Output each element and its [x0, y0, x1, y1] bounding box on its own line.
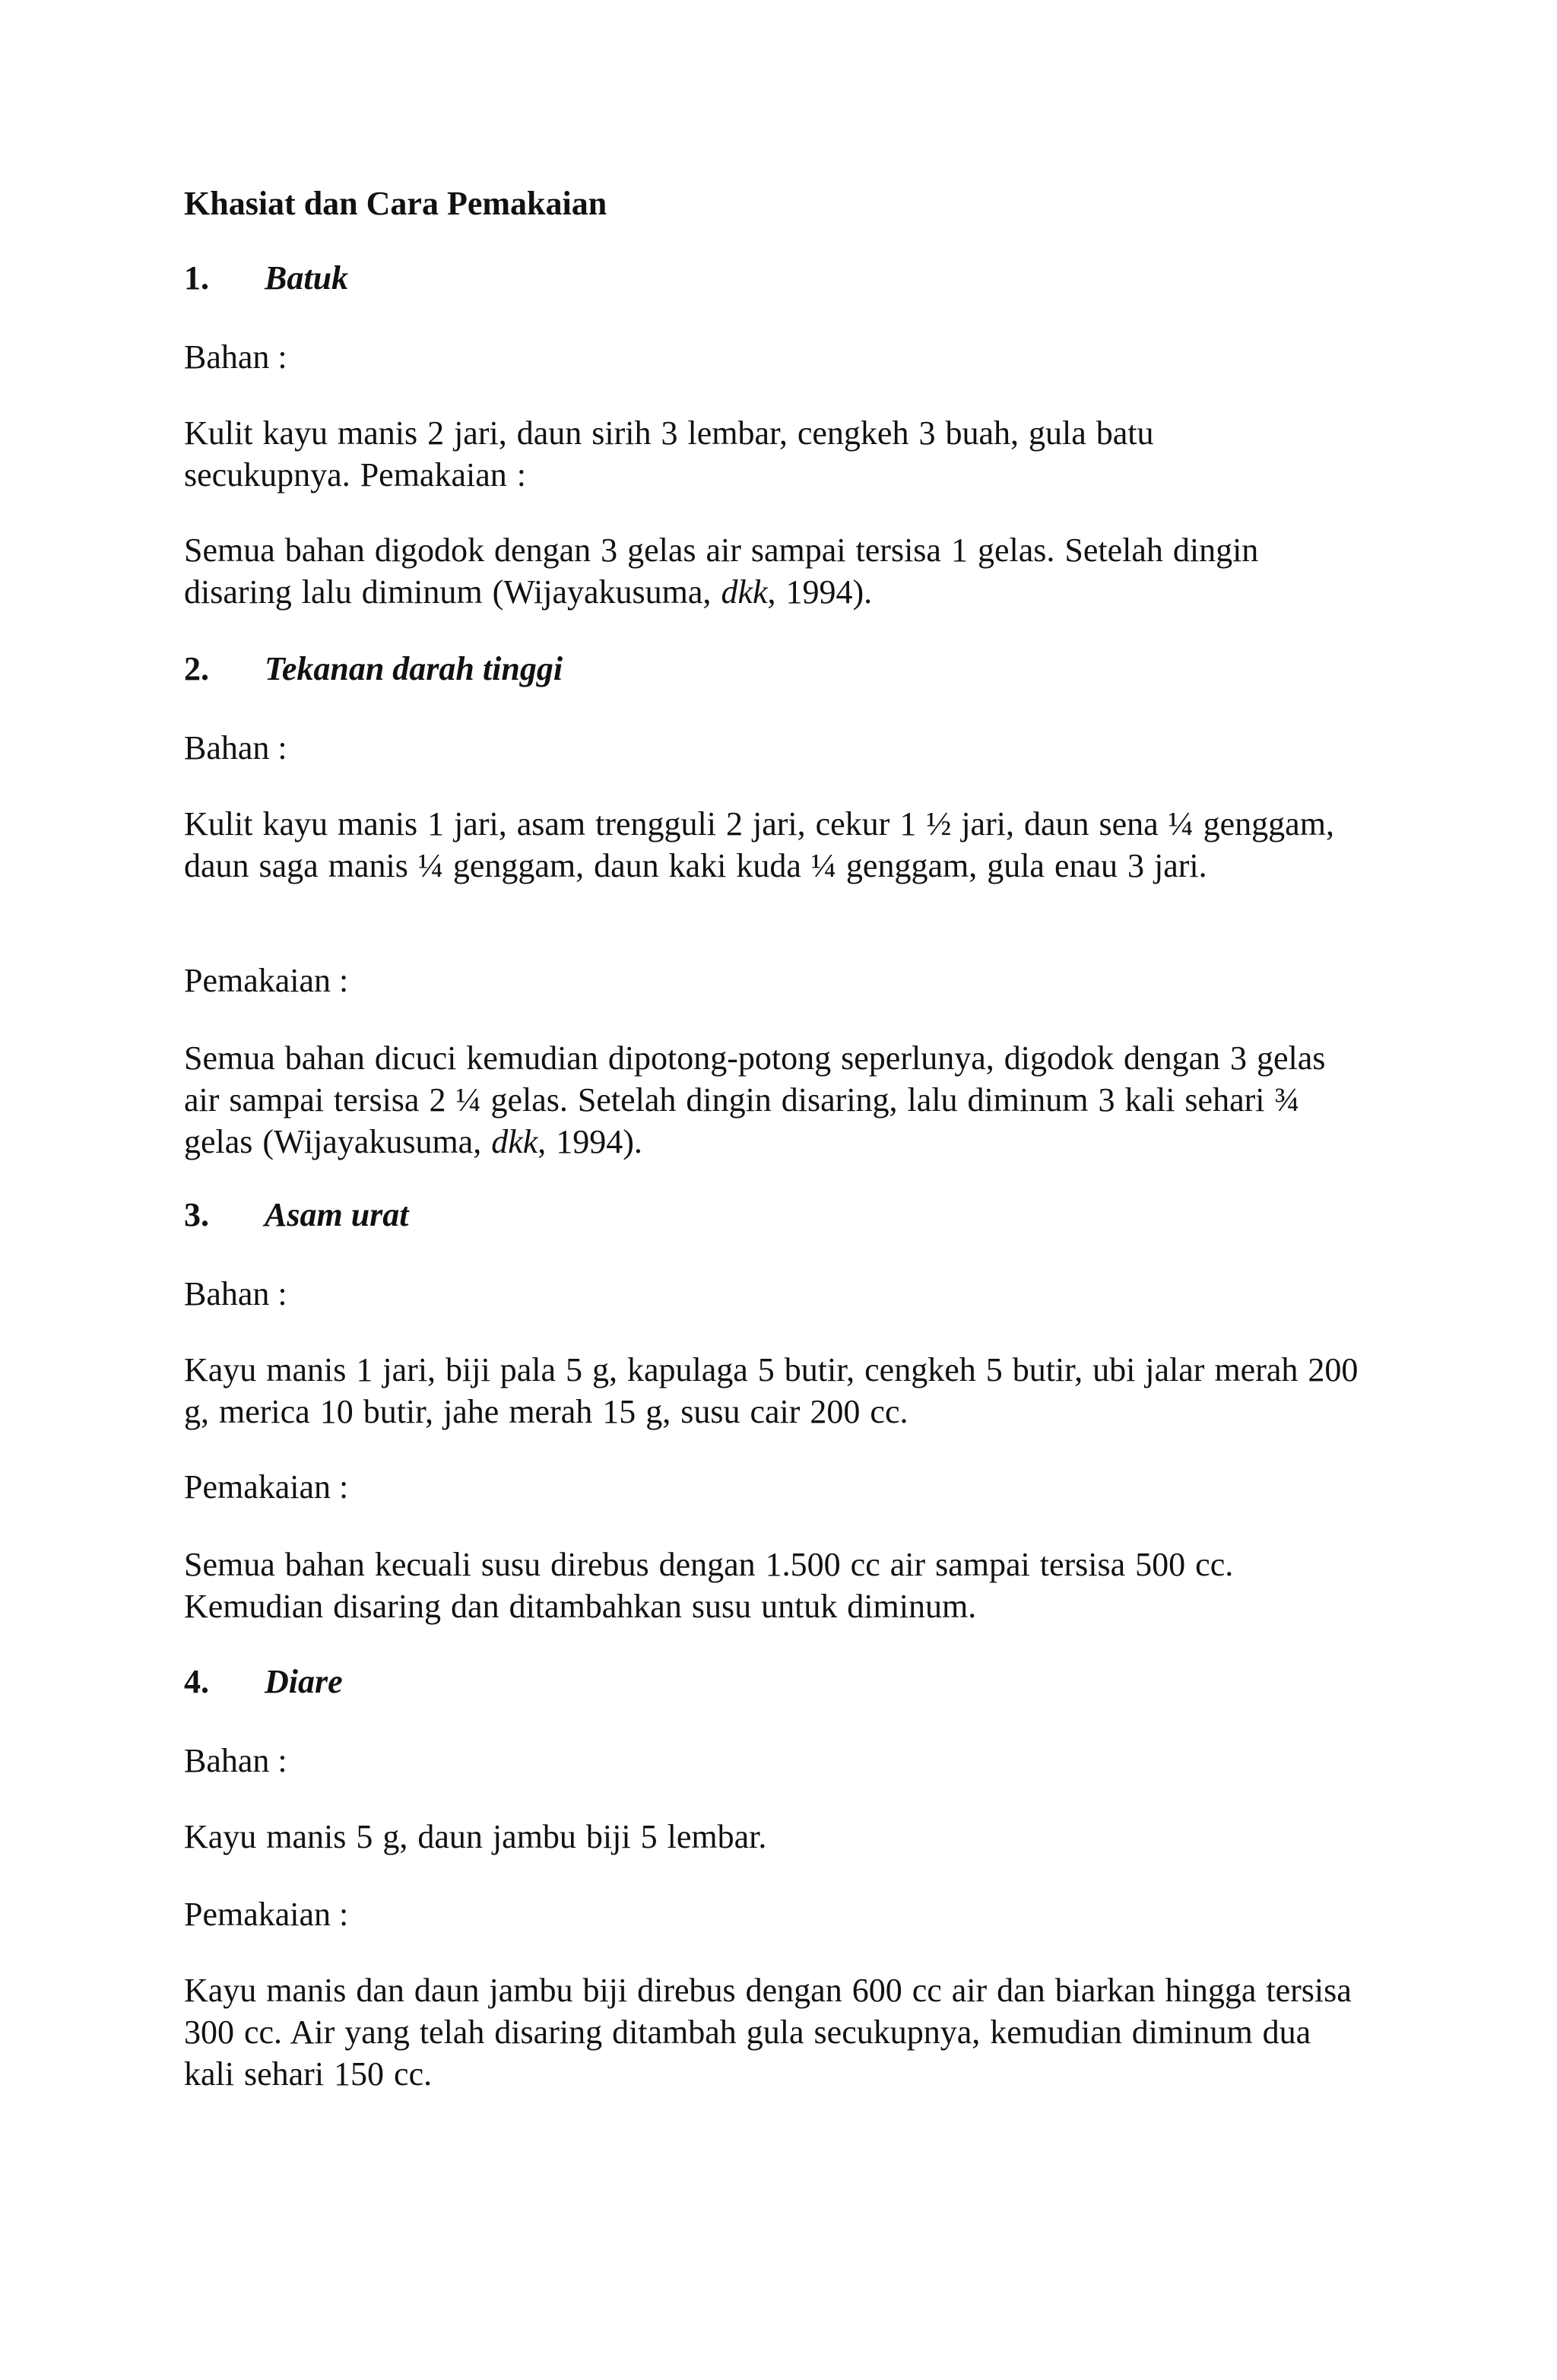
- page-title: Khasiat dan Cara Pemakaian: [184, 185, 607, 222]
- bahan-text-4: Kayu manis 5 g, daun jambu biji 5 lembar.: [184, 1818, 767, 1855]
- section-heading-3: [184, 1194, 1370, 1236]
- bahan-text-1: [184, 412, 1370, 496]
- bahan-label-4: Bahan :: [184, 1742, 287, 1779]
- pemakaian-label-2: Pemakaian :: [184, 962, 349, 999]
- bahan-text-2: Kulit kayu manis 1 jari, asam trengguli 2 jari, cekur 1 ½ jari, daun sena ¼ genggam, daun saga manis ¼ genggam, daun kaki kuda ¼ genggam, gula enau 3 jari.: [184, 805, 1334, 884]
- section-title-3: Asam urat: [265, 1196, 409, 1233]
- bahan-text-1-line2: secukupnya. Pemakaian :: [184, 456, 526, 493]
- section-number-2: 2.: [184, 650, 209, 687]
- usage-text-1: [184, 529, 1370, 613]
- section-title-2: Tekanan darah tinggi: [265, 650, 563, 687]
- section-number-3: 3.: [184, 1196, 209, 1233]
- usage-text-1-end: , 1994).: [767, 573, 873, 611]
- section-heading-1: [184, 257, 1370, 299]
- usage-text-1-italic: dkk: [721, 573, 768, 611]
- section-heading-2: [184, 648, 1370, 690]
- usage-text-2-italic: dkk: [491, 1123, 538, 1160]
- usage-text-2-main: Semua bahan dicuci kemudian dipotong-potong seperlunya, digodok dengan 3 gelas air sampai tersisa 2 ¼ gelas. Setelah dingin disaring, lalu diminum 3 kali sehari ¾ gelas (Wijayakusuma,: [184, 1039, 1326, 1160]
- bahan-label-3: Bahan :: [184, 1275, 287, 1312]
- bahan-text-1-line1: Kulit kayu manis 2 jari, daun sirih 3 lembar, cengkeh 3 buah, gula batu: [184, 414, 1154, 452]
- section-title-4: Diare: [265, 1663, 343, 1700]
- usage-text-2-end: , 1994).: [537, 1123, 642, 1160]
- section-number-1: 1.: [184, 259, 209, 297]
- section-heading-4: [184, 1661, 1370, 1702]
- bahan-label-1: Bahan :: [184, 338, 287, 376]
- usage-text-1-main: Semua bahan digodok dengan 3 gelas air sampai tersisa 1 gelas. Setelah dingin disaring lalu diminum (Wijayakusuma,: [184, 532, 1259, 611]
- section-title-1: Batuk: [265, 259, 349, 297]
- bahan-label-2: Bahan :: [184, 729, 287, 766]
- section-number-4: 4.: [184, 1663, 209, 1700]
- pemakaian-label-3: Pemakaian :: [184, 1468, 349, 1506]
- usage-text-2: [184, 1037, 1370, 1163]
- usage-text-4: Kayu manis dan daun jambu biji direbus dengan 600 cc air dan biarkan hingga tersisa 300 cc. Air yang telah disaring ditambah gula secukupnya, kemudian diminum dua kali sehari 150 cc.: [184, 1972, 1352, 2093]
- usage-text-3: Semua bahan kecuali susu direbus dengan 1.500 cc air sampai tersisa 500 cc. Kemudian disaring dan ditambahkan susu untuk diminum.: [184, 1546, 1234, 1625]
- pemakaian-label-4: Pemakaian :: [184, 1896, 349, 1933]
- bahan-text-3: Kayu manis 1 jari, biji pala 5 g, kapulaga 5 butir, cengkeh 5 butir, ubi jalar merah 200 g, merica 10 butir, jahe merah 15 g, susu cair 200 cc.: [184, 1351, 1359, 1430]
